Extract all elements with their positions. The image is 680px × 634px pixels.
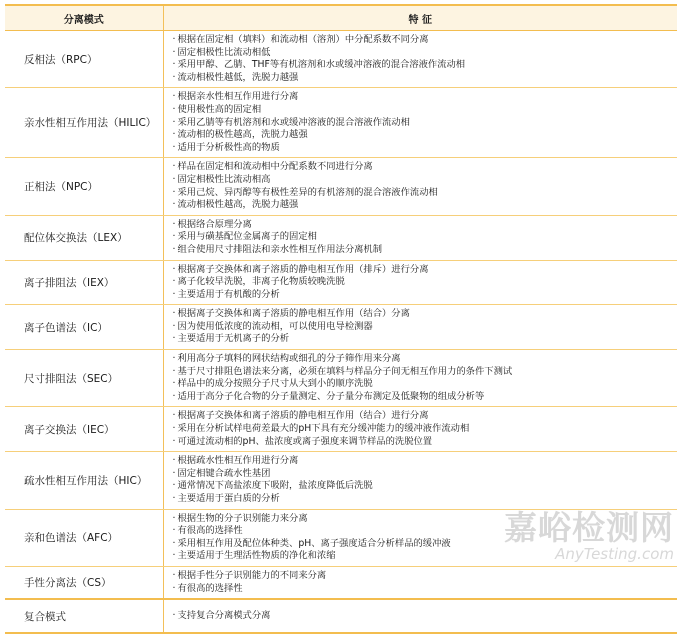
feature-item: · 根据离子交换体和离子溶质的静电相互作用（结合）分离 — [173, 308, 678, 321]
feature-item: · 适用于高分子化合物的分子量测定、分子量分布测定及低聚物的组成分析等 — [173, 391, 678, 404]
feature-item: · 根据络合原理分离 — [173, 219, 678, 232]
feature-item: · 根据生物的分子识别能力来分离 — [173, 513, 678, 526]
feature-item: · 流动相极性越低，洗脱力越强 — [173, 72, 678, 85]
mode-name: 亲水性相互作用法（HILIC） — [5, 88, 163, 158]
table-row — [5, 452, 677, 509]
feature-item: · 固定相极性比流动相低 — [173, 47, 678, 60]
header-features: 特 征 — [163, 5, 677, 31]
feature-item: · 主要适用于蛋白质的分析 — [173, 493, 678, 506]
feature-item: · 使用极性高的固定相 — [173, 104, 678, 117]
mode-name: 疏水性相互作用法（HIC） — [5, 452, 163, 509]
mode-name: 亲和色谱法（AFC） — [5, 509, 163, 566]
feature-item: · 根据手性分子识别能力的不同来分离 — [173, 570, 678, 583]
header-mode: 分离模式 — [5, 5, 163, 31]
feature-item: · 支持复合分离模式分离 — [173, 610, 678, 623]
feature-item: · 根据在固定相（填料）和流动相（溶剂）中分配系数不同分离 — [173, 34, 678, 47]
feature-item: · 根据离子交换体和离子溶质的静电相互作用（排斥）进行分离 — [173, 264, 678, 277]
feature-list — [163, 407, 677, 452]
mode-name: 离子交换法（IEC） — [5, 407, 163, 452]
feature-item: · 采用己烷、异丙醇等有极性差异的有机溶剂的混合溶液作流动相 — [173, 187, 678, 200]
feature-item: · 采用在分析试样电荷差最大的pH下具有充分缓冲能力的缓冲液作流动相 — [173, 423, 678, 436]
feature-item: · 主要适用于有机酸的分析 — [173, 289, 678, 302]
feature-item: · 固定相极性比流动相高 — [173, 174, 678, 187]
feature-item: · 根据疏水性相互作用进行分离 — [173, 455, 678, 468]
mode-name: 反相法（RPC） — [5, 31, 163, 88]
feature-item: · 流动相极性越高，洗脱力越强 — [173, 199, 678, 212]
table-row — [5, 305, 677, 350]
table-row — [5, 566, 677, 599]
mode-name: 离子排阻法（IEX） — [5, 260, 163, 305]
feature-item: · 样品中的成分按照分子尺寸从大到小的顺序洗脱 — [173, 378, 678, 391]
feature-item: · 主要适用于生理活性物质的净化和浓缩 — [173, 550, 678, 563]
feature-item: · 有很高的选择性 — [173, 525, 678, 538]
mode-name: 尺寸排阻法（SEC） — [5, 350, 163, 407]
feature-list — [163, 158, 677, 215]
feature-item: · 根据亲水性相互作用进行分离 — [173, 91, 678, 104]
table-row — [5, 215, 677, 260]
watermark-cn: 嘉峪检测网 — [504, 508, 674, 547]
feature-item: · 离子化较早洗脱，非离子化物质较晚洗脱 — [173, 276, 678, 289]
mode-name: 配位体交换法（LEX） — [5, 215, 163, 260]
feature-list — [163, 215, 677, 260]
feature-item: · 样品在固定相和流动相中分配系数不同进行分离 — [173, 161, 678, 174]
feature-list — [163, 452, 677, 509]
mode-name: 复合模式 — [5, 599, 163, 633]
feature-item: · 固定相键合疏水性基团 — [173, 468, 678, 481]
mode-name: 正相法（NPC） — [5, 158, 163, 215]
mode-name: 手性分离法（CS） — [5, 566, 163, 599]
feature-item: · 利用高分子填料的网状结构或细孔的分子筛作用来分离 — [173, 353, 678, 366]
feature-item: · 采用相互作用及配位体种类、pH、离子强度适合分析样品的缓冲液 — [173, 538, 678, 551]
feature-item: · 基于尺寸排阻色谱法来分离，必须在填料与样品分子间无相互作用力的条件下测试 — [173, 366, 678, 379]
feature-item: · 采用甲醇、乙腈、THF等有机溶剂和水或缓冲溶液的混合溶液作流动相 — [173, 59, 678, 72]
feature-item: · 流动相的极性越高，洗脱力越强 — [173, 129, 678, 142]
table-row — [5, 260, 677, 305]
table-row — [5, 350, 677, 407]
feature-item: · 采用与磺基配位金属离子的固定相 — [173, 231, 678, 244]
mode-name: 离子色谱法（IC） — [5, 305, 163, 350]
table-row — [5, 88, 677, 158]
feature-item: · 组合使用尺寸排阻法和亲水性相互作用法分离机制 — [173, 244, 678, 257]
feature-list — [163, 599, 677, 633]
feature-item: · 有很高的选择性 — [173, 583, 678, 596]
feature-item: · 采用乙腈等有机溶剂和水或缓冲溶液的混合溶液作流动相 — [173, 117, 678, 130]
feature-list — [163, 88, 677, 158]
table-row — [5, 407, 677, 452]
table-row — [5, 158, 677, 215]
feature-item: · 因为使用低浓度的流动相，可以使用电导检测器 — [173, 321, 678, 334]
feature-list — [163, 350, 677, 407]
feature-list — [163, 31, 677, 88]
table-header-row — [5, 5, 677, 31]
feature-item: · 根据离子交换体和离子溶质的静电相互作用（结合）进行分离 — [173, 410, 678, 423]
table-row — [5, 31, 677, 88]
watermark — [504, 510, 674, 562]
feature-list — [163, 566, 677, 599]
feature-list — [163, 305, 677, 350]
feature-item: · 适用于分析极性高的物质 — [173, 142, 678, 155]
feature-item: · 主要适用于无机离子的分析 — [173, 333, 678, 346]
feature-list — [163, 260, 677, 305]
table-row — [5, 599, 677, 633]
feature-item: · 可通过流动相的pH、盐浓度或离子强度来调节样品的洗脱位置 — [173, 436, 678, 449]
watermark-en: AnyTesting.com — [555, 545, 674, 563]
feature-item: · 通常情况下高盐浓度下吸附，盐浓度降低后洗脱 — [173, 480, 678, 493]
